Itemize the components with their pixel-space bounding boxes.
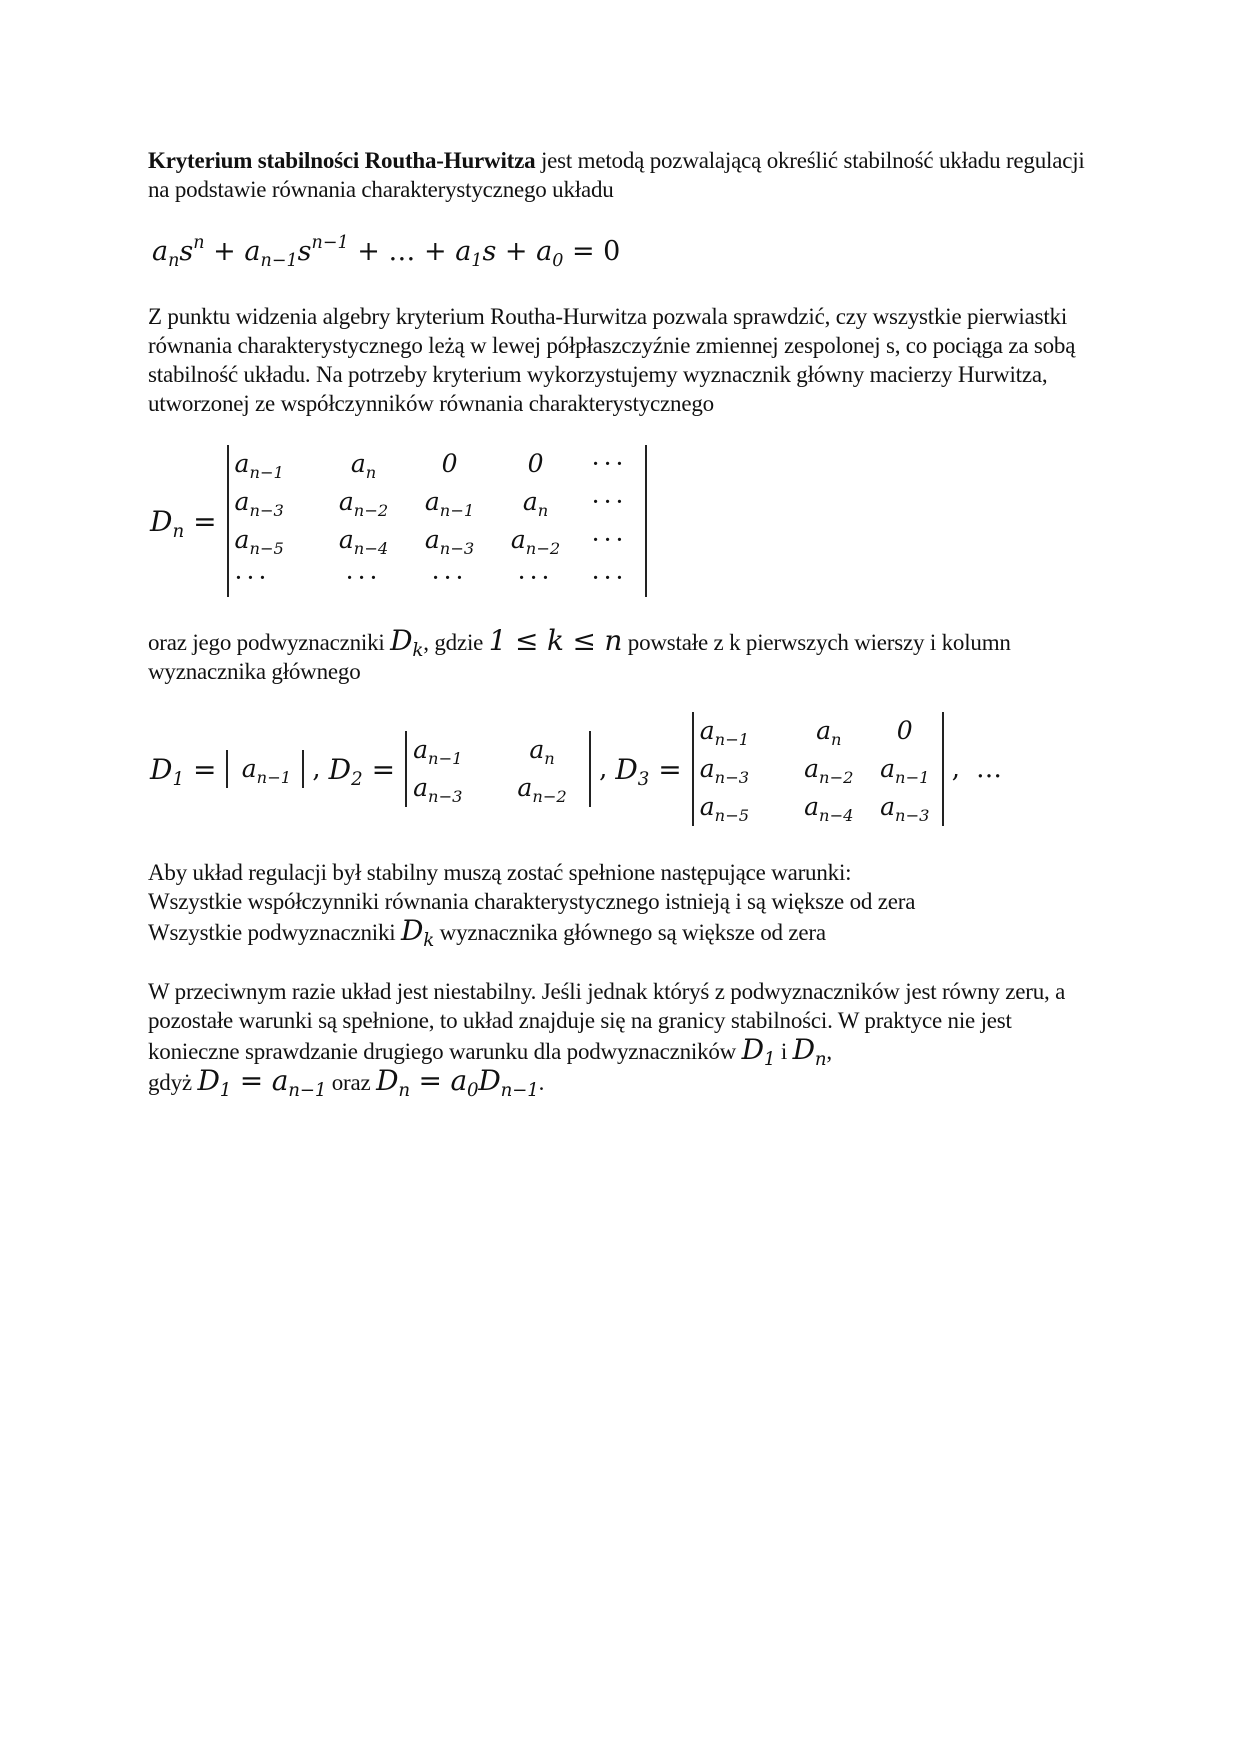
d1-matrix: $a_{n-1}$ xyxy=(226,750,304,788)
condition-1: Wszystkie współczynniki równania charakterystycznego istnieją i są większe od zera xyxy=(148,889,916,914)
matrix-cell: ··· xyxy=(591,563,628,592)
matrix-cell: $a_{n-5}$ xyxy=(699,792,750,825)
stability-conditions xyxy=(148,858,1098,951)
matrix-cell: $a_n$ xyxy=(529,735,555,768)
characteristic-equation: $a_ns^n + a_{n-1}s^{n-1}$ + … + $a_1s + a_0 = 0$ xyxy=(152,233,621,271)
d1-label: $D_1$ = xyxy=(150,752,217,790)
matrix-cell: $a_{n-1}$ xyxy=(413,735,463,768)
matrix-cell: ··· xyxy=(431,563,468,592)
matrix-cell: ··· xyxy=(234,563,271,592)
matrix-cell: ··· xyxy=(591,449,628,478)
matrix-cell: $a_{n-1}$ xyxy=(880,754,930,787)
matrix-cell: $a_{n-2}$ xyxy=(517,773,567,806)
matrix-cell: $a_{n-3}$ xyxy=(413,773,463,806)
matrix-cell: ··· xyxy=(591,487,628,516)
matrix-cell: $a_n$ xyxy=(522,487,549,520)
dn-matrix xyxy=(227,445,647,597)
matrix-cell: $a_n$ xyxy=(350,449,377,482)
minors-equation: $D_1$ = $a_{n-1}$ , $D_2$ = $a_{n-1}$ $a_n$ $a_{n-3}$ $a_{n-2}$ , $D_3$ = $a_{n-1}$ $a_n$ 0 $a_{n-3}$ $a_{n-2}$ $a_{n-1}$ $a_{n-5}$ $a_{n-4}$ $a_{n-3}$ , … xyxy=(150,712,1010,826)
d3-matrix xyxy=(692,712,944,826)
matrix-cell: 0 xyxy=(527,449,544,478)
matrix-cell: $a_{n-1}$ xyxy=(424,487,475,520)
matrix-cell: $a_{n-2}$ xyxy=(510,525,561,558)
matrix-cell: 0 xyxy=(441,449,458,478)
minors-description-paragraph: oraz jego podwyznaczniki $D_k$, gdzie 1 ≤ k ≤ n powstałe z k pierwszych wierszy i kolumn wyznacznika głównego xyxy=(148,624,1011,684)
matrix-cell: $a_{n-3}$ xyxy=(424,525,475,558)
matrix-cell: $a_{n-3}$ xyxy=(880,792,930,825)
matrix-cell: $a_n$ xyxy=(816,716,842,749)
dn-determinant xyxy=(150,445,647,597)
matrix-cell: $a_{n-3}$ xyxy=(699,754,750,787)
matrix-cell: $a_{n-1}$ xyxy=(699,716,750,749)
matrix-cell: $a_{n-4}$ xyxy=(804,792,854,825)
matrix-cell: $a_{n-4}$ xyxy=(338,525,389,558)
matrix-cell: $a_{n-2}$ xyxy=(338,487,389,520)
matrix-cell: $a_{n-1}$ xyxy=(234,449,284,482)
hurwitz-description-paragraph xyxy=(148,302,1098,418)
matrix-cell: ··· xyxy=(591,525,628,554)
matrix-cell: $a_{n-5}$ xyxy=(234,525,284,558)
intro-bold-term: Kryterium stabilności Routha-Hurwitza xyxy=(148,148,536,173)
d2-matrix xyxy=(405,731,591,807)
intro-paragraph xyxy=(148,146,1098,204)
k-inequality: 1 ≤ k ≤ n xyxy=(488,624,623,657)
conditions-intro: Aby układ regulacji był stabilny muszą zostać spełnione następujące warunki: xyxy=(148,860,852,885)
matrix-cell: $a_{n-3}$ xyxy=(234,487,284,520)
matrix-cell: ··· xyxy=(517,563,554,592)
conclusion-paragraph: W przeciwnym razie układ jest niestabilny. Jeśli jednak któryś z podwyznaczników jest równy zeru, a pozostałe warunki są spełnione, to układ znajduje się na granicy stabilności. W praktyce nie jest konieczne sprawdzanie drugiego warunku dla podwyznaczników $D_1$ i $D_n$, gdyż $D_1 = a_{n-1}$ oraz $D_n = a_0D_{n-1}$. xyxy=(148,979,1066,1101)
d2-label: $D_2$ = xyxy=(328,752,396,790)
condition-2: Wszystkie podwyznaczniki $D_k$ wyznacznika głównego są większe od zera xyxy=(148,914,826,951)
d3-label: $D_3$ = xyxy=(615,752,682,790)
matrix-cell: ··· xyxy=(345,563,382,592)
dn-label: $D_n$ = xyxy=(150,504,217,542)
dk-symbol: $D_k$ xyxy=(390,624,424,661)
hurwitz-description-text: Z punktu widzenia algebry kryterium Routha-Hurwitza pozwala sprawdzić, czy wszystkie pierwiastki równania charakterystycznego leżą w lewej półpłaszczyźnie zmiennej zespolonej s, co pociąga za sobą stabilność układu. Na potrzeby kryterium wykorzystujemy wyznacznik główny macierzy Hurwitza, utworzonej ze współczynników równania charakterystycznego xyxy=(148,304,1076,416)
matrix-cell: 0 xyxy=(896,716,913,745)
intro-text: jest metodą pozwalającą określić stabilność układu regulacji na podstawie równania charakterystycznego układu xyxy=(148,148,1085,202)
matrix-cell: $a_{n-2}$ xyxy=(804,754,854,787)
